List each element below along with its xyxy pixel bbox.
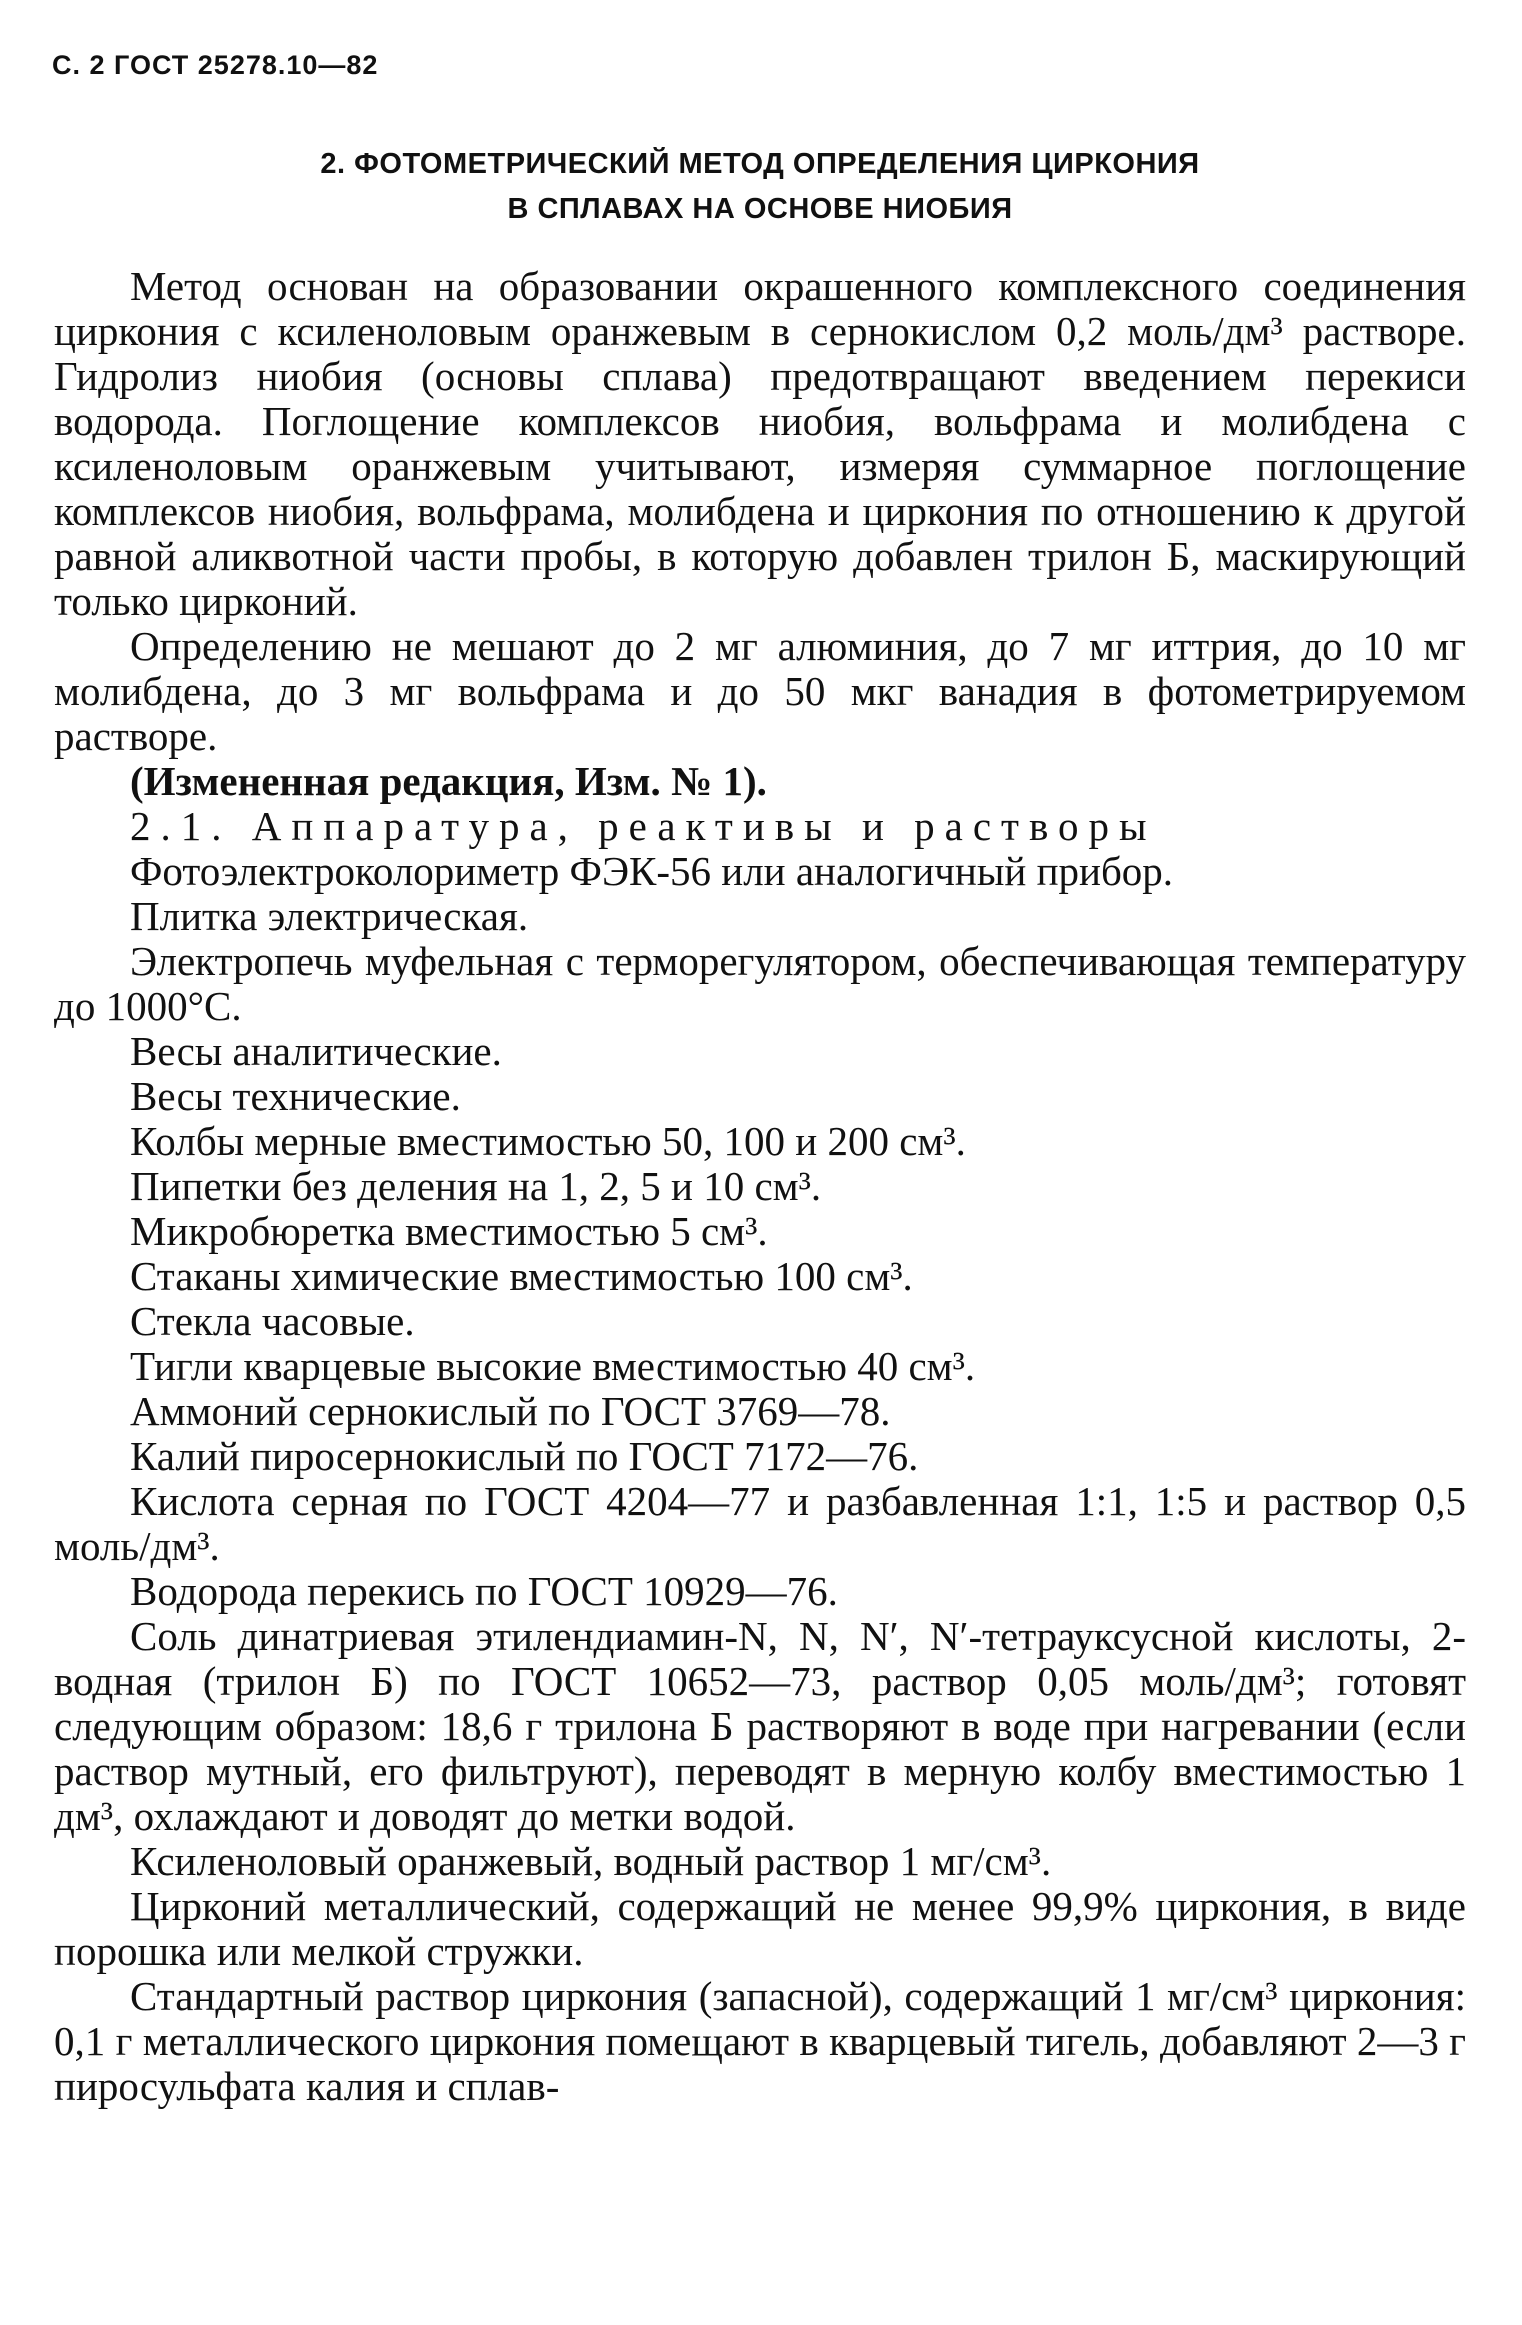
subsection-heading: 2.1. Аппаратура, реактивы и растворы: [130, 803, 1157, 849]
list-item: Стандартный раствор циркония (запасной), содержащий 1 мг/см³ циркония: 0,1 г металлического циркония помещают в кварцевый тигель, добавляют 2—3 г пиросульфата калия и сплав-: [54, 1973, 1466, 2109]
document-body: [54, 264, 1466, 2109]
list-item: Водорода перекись по ГОСТ 10929—76.: [130, 1568, 838, 1614]
paragraph-interference: Определению не мешают до 2 мг алюминия, до 7 мг иттрия, до 10 мг молибдена, до 3 мг вольфрама и до 50 мкг ванадия в фотометрируемом растворе.: [54, 623, 1466, 759]
list-item: Фотоэлектроколориметр ФЭК-56 или аналогичный прибор.: [130, 848, 1174, 894]
list-item: Пипетки без деления на 1, 2, 5 и 10 см³.: [130, 1163, 822, 1209]
list-item: Соль динатриевая этилендиамин-N, N, N′, N′-тетрауксусной кислоты, 2-водная (трилон Б) по ГОСТ 10652—73, раствор 0,05 моль/дм³; готовят следующим образом: 18,6 г трилона Б растворяют в воде при нагревании (если раствор мутный, его фильтруют), переводят в мерную колбу вместимостью 1 дм³, охлаждают и доводят до метки водой.: [54, 1613, 1466, 1839]
list-item: Весы технические.: [130, 1073, 461, 1119]
list-item: Тигли кварцевые высокие вместимостью 40 см³.: [130, 1343, 976, 1389]
list-item: Калий пиросернокислый по ГОСТ 7172—76.: [130, 1433, 919, 1479]
list-item: Стекла часовые.: [130, 1298, 415, 1344]
section-title-line-1: 2. ФОТОМЕТРИЧЕСКИЙ МЕТОД ОПРЕДЕЛЕНИЯ ЦИРКОНИЯ: [320, 148, 1200, 180]
list-item: Электропечь муфельная с терморегулятором, обеспечивающая температуру до 1000°С.: [54, 938, 1466, 1029]
amendment-note: (Измененная редакция, Изм. № 1).: [130, 758, 767, 804]
list-item: Плитка электрическая.: [130, 893, 529, 939]
list-item: Колбы мерные вместимостью 50, 100 и 200 см³.: [130, 1118, 966, 1164]
list-item: Микробюретка вместимостью 5 см³.: [130, 1208, 768, 1254]
list-item: Ксиленоловый оранжевый, водный раствор 1 мг/см³.: [130, 1838, 1052, 1884]
list-item: Кислота серная по ГОСТ 4204—77 и разбавленная 1:1, 1:5 и раствор 0,5 моль/дм³.: [54, 1478, 1466, 1569]
list-item: Аммоний сернокислый по ГОСТ 3769—78.: [130, 1388, 891, 1434]
list-item: Цирконий металлический, содержащий не менее 99,9% циркония, в виде порошка или мелкой стружки.: [54, 1883, 1466, 1974]
page-header: С. 2 ГОСТ 25278.10—82: [52, 50, 379, 80]
section-title-line-2: В СПЛАВАХ НА ОСНОВЕ НИОБИЯ: [507, 193, 1013, 225]
list-item: Весы аналитические.: [130, 1028, 502, 1074]
paragraph-method: Метод основан на образовании окрашенного комплексного соединения циркония с ксиленоловым оранжевым в сернокислом 0,2 моль/дм³ растворе. Гидролиз ниобия (основы сплава) предотвращают введением перекиси водорода. Поглощение комплексов ниобия, вольфрама и молибдена с ксиленоловым оранжевым учитывают, измеряя суммарное поглощение комплексов ниобия, вольфрама, молибдена и циркония по отношению к другой равной аликвотной части пробы, в которую добавлен трилон Б, маскирующий только цирконий.: [54, 263, 1466, 624]
list-item: Стаканы химические вместимостью 100 см³.: [130, 1253, 913, 1299]
